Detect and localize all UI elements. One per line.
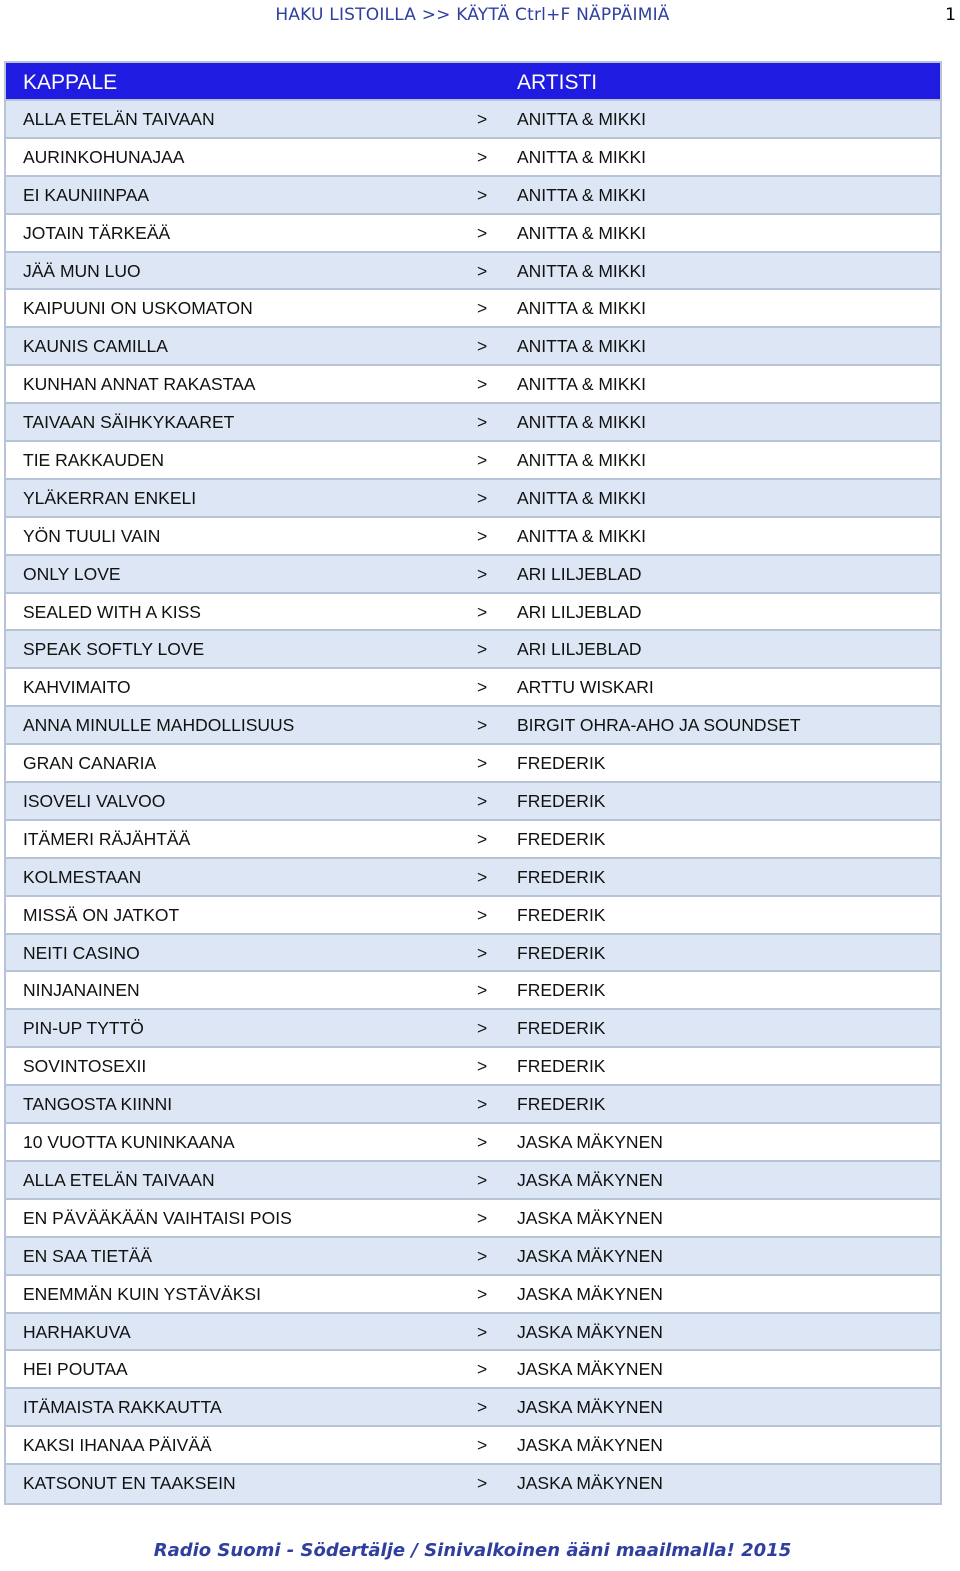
table-row [6, 480, 940, 518]
song-title-cell: KATSONUT EN TAAKSEIN [23, 1473, 236, 1494]
artist-cell: JASKA MÄKYNEN [517, 1359, 663, 1380]
separator-arrow: > [477, 109, 488, 129]
artist-cell: ANITTA & MIKKI [517, 146, 647, 167]
song-title-cell: NINJANAINEN [23, 980, 140, 1001]
table-body [6, 101, 940, 1503]
song-title-cell: TAIVAAN SÄIHKYKAARET [23, 412, 235, 433]
table-row [6, 1200, 940, 1238]
separator-arrow: > [477, 525, 488, 546]
table-row [6, 897, 940, 935]
table-row [6, 972, 940, 1010]
separator-arrow: > [477, 184, 488, 205]
song-title-cell: GRAN CANARIA [23, 753, 157, 774]
separator-arrow: > [477, 639, 488, 660]
artist-cell: FREDERIK [517, 980, 606, 1001]
separator-arrow: > [477, 1169, 488, 1190]
song-title-cell: SPEAK SOFTLY LOVE [23, 639, 205, 660]
artist-cell: JASKA MÄKYNEN [517, 1321, 663, 1342]
separator-arrow: > [477, 601, 488, 622]
separator-arrow: > [477, 336, 488, 357]
artist-cell: FREDERIK [517, 942, 606, 963]
artist-cell: ANITTA & MIKKI [517, 260, 647, 281]
song-title-cell: EI KAUNIINPAA [23, 184, 150, 205]
artist-cell: FREDERIK [517, 866, 606, 887]
song-title-cell: ANNA MINULLE MAHDOLLISUUS [23, 715, 295, 736]
song-title-cell: TANGOSTA KIINNI [23, 1094, 173, 1115]
table-row [6, 1124, 940, 1162]
separator-arrow: > [477, 1245, 488, 1266]
artist-cell: FREDERIK [517, 753, 606, 774]
artist-cell: ANITTA & MIKKI [517, 487, 647, 508]
table-row [6, 1010, 940, 1048]
artist-cell: JASKA MÄKYNEN [517, 1283, 663, 1304]
song-title-cell: ENEMMÄN KUIN YSTÄVÄKSI [23, 1283, 261, 1304]
separator-arrow: > [477, 412, 488, 433]
song-title-cell: SEALED WITH A KISS [23, 601, 201, 622]
table-row [6, 366, 940, 404]
table-row [6, 101, 940, 139]
table-row [6, 139, 940, 177]
table-row [6, 1465, 940, 1503]
column-header-song: KAPPALE [23, 71, 118, 94]
song-title-cell: NEITI CASINO [23, 942, 140, 963]
artist-cell: ARTTU WISKARI [517, 677, 654, 698]
separator-arrow: > [477, 1359, 488, 1380]
song-title-cell: EN PÄVÄÄKÄÄN VAIHTAISI POIS [23, 1207, 292, 1228]
separator-arrow: > [477, 980, 488, 1001]
separator-arrow: > [477, 1094, 488, 1115]
table-row [6, 669, 940, 707]
song-title-cell: ONLY LOVE [23, 563, 121, 584]
table-row [6, 859, 940, 897]
song-title-cell: SOVINTOSEXII [23, 1056, 147, 1077]
artist-cell: ANITTA & MIKKI [517, 525, 647, 546]
artist-cell: BIRGIT OHRA-AHO JA SOUNDSET [517, 715, 801, 736]
table-row [6, 745, 940, 783]
song-title-cell: KAHVIMAITO [23, 677, 131, 698]
separator-arrow: > [477, 374, 488, 395]
song-title-cell: KUNHAN ANNAT RAKASTAA [23, 374, 256, 395]
song-title-cell: ITÄMAISTA RAKKAUTTA [23, 1397, 222, 1418]
artist-cell: JASKA MÄKYNEN [517, 1397, 663, 1418]
song-title-cell: ISOVELI VALVOO [23, 791, 166, 812]
table-row [6, 556, 940, 594]
artist-cell: ANITTA & MIKKI [517, 336, 647, 357]
artist-cell: ARI LILJEBLAD [517, 563, 642, 584]
table-row [6, 215, 940, 253]
page-header [0, 0, 960, 34]
separator-arrow: > [477, 828, 488, 849]
artist-cell: FREDERIK [517, 791, 606, 812]
artist-cell: ANITTA & MIKKI [517, 184, 647, 205]
table-row [6, 1238, 940, 1276]
artist-cell: ARI LILJEBLAD [517, 639, 642, 660]
separator-arrow: > [477, 1397, 488, 1418]
table-header-row [6, 63, 940, 101]
separator-arrow: > [477, 715, 488, 736]
table-row [6, 1314, 940, 1352]
page-footer: Radio Suomi - Södertälje / Sinivalkoinen ääni maailmalla! 2015 [153, 1540, 792, 1561]
artist-cell: FREDERIK [517, 828, 606, 849]
separator-arrow: > [477, 563, 488, 584]
separator-arrow: > [477, 450, 488, 471]
song-title-cell: TIE RAKKAUDEN [23, 450, 164, 471]
song-title-cell: YÖN TUULI VAIN [23, 525, 161, 546]
song-title-cell: ALLA ETELÄN TAIVAAN [23, 109, 215, 129]
song-table [4, 61, 942, 1505]
song-title-cell: YLÄKERRAN ENKELI [23, 487, 197, 508]
table-row [6, 290, 940, 328]
table-row [6, 631, 940, 669]
song-title-cell: ITÄMERI RÄJÄHTÄÄ [23, 828, 191, 849]
song-title-cell: KAKSI IHANAA PÄIVÄÄ [23, 1435, 212, 1456]
artist-cell: ANITTA & MIKKI [517, 298, 647, 319]
artist-cell: FREDERIK [517, 1094, 606, 1115]
song-title-cell: KAUNIS CAMILLA [23, 336, 168, 357]
separator-arrow: > [477, 298, 488, 319]
page-title: HAKU LISTOILLA >> KÄYTÄ Ctrl+F NÄPPÄIMIÄ [275, 5, 670, 25]
song-title-cell: AURINKOHUNAJAA [23, 146, 185, 167]
artist-cell: FREDERIK [517, 1056, 606, 1077]
song-title-cell: HARHAKUVA [23, 1321, 131, 1342]
separator-arrow: > [477, 753, 488, 774]
song-title-cell: PIN-UP TYTTÖ [23, 1018, 144, 1039]
artist-cell: JASKA MÄKYNEN [517, 1207, 663, 1228]
artist-cell: JASKA MÄKYNEN [517, 1169, 663, 1190]
table-row [6, 177, 940, 215]
artist-cell: FREDERIK [517, 1018, 606, 1039]
song-title-cell: HEI POUTAA [23, 1359, 128, 1380]
song-title-cell: JÄÄ MUN LUO [23, 260, 141, 281]
table-row [6, 594, 940, 632]
separator-arrow: > [477, 1056, 488, 1077]
separator-arrow: > [477, 791, 488, 812]
table-row [6, 442, 940, 480]
table-row [6, 518, 940, 556]
song-title-cell: KAIPUUNI ON USKOMATON [23, 298, 253, 319]
separator-arrow: > [477, 1473, 488, 1494]
table-row [6, 707, 940, 745]
artist-cell: ANITTA & MIKKI [517, 450, 647, 471]
separator-arrow: > [477, 1321, 488, 1342]
table-row [6, 404, 940, 442]
separator-arrow: > [477, 1018, 488, 1039]
song-title-cell: MISSÄ ON JATKOT [23, 904, 180, 925]
artist-cell: ARI LILJEBLAD [517, 601, 642, 622]
table-row [6, 1276, 940, 1314]
table-row [6, 935, 940, 973]
artist-cell: JASKA MÄKYNEN [517, 1132, 663, 1153]
table-row [6, 328, 940, 366]
table-row [6, 821, 940, 859]
table-row [6, 783, 940, 821]
table-row [6, 1048, 940, 1086]
separator-arrow: > [477, 677, 488, 698]
separator-arrow: > [477, 1283, 488, 1304]
separator-arrow: > [477, 904, 488, 925]
artist-cell: JASKA MÄKYNEN [517, 1473, 663, 1494]
table-row [6, 1351, 940, 1389]
separator-arrow: > [477, 487, 488, 508]
table-row [6, 1162, 940, 1200]
song-title-cell: KOLMESTAAN [23, 866, 142, 887]
artist-cell: ANITTA & MIKKI [517, 222, 647, 243]
artist-cell: JASKA MÄKYNEN [517, 1245, 663, 1266]
separator-arrow: > [477, 1132, 488, 1153]
separator-arrow: > [477, 1207, 488, 1228]
table-row [6, 1389, 940, 1427]
separator-arrow: > [477, 866, 488, 887]
separator-arrow: > [477, 222, 488, 243]
separator-arrow: > [477, 260, 488, 281]
separator-arrow: > [477, 146, 488, 167]
table-row [6, 253, 940, 291]
page-number: 1 [945, 5, 956, 25]
artist-cell: ANITTA & MIKKI [517, 412, 647, 433]
table-row [6, 1086, 940, 1124]
table-row [6, 1427, 940, 1465]
artist-cell: ANITTA & MIKKI [517, 109, 647, 129]
separator-arrow: > [477, 942, 488, 963]
artist-cell: FREDERIK [517, 904, 606, 925]
song-title-cell: JOTAIN TÄRKEÄÄ [23, 222, 171, 243]
song-title-cell: 10 VUOTTA KUNINKAANA [23, 1132, 235, 1153]
artist-cell: JASKA MÄKYNEN [517, 1435, 663, 1456]
column-header-artist: ARTISTI [517, 71, 598, 94]
artist-cell: ANITTA & MIKKI [517, 374, 647, 395]
song-title-cell: ALLA ETELÄN TAIVAAN [23, 1169, 215, 1190]
song-title-cell: EN SAA TIETÄÄ [23, 1245, 153, 1266]
separator-arrow: > [477, 1435, 488, 1456]
